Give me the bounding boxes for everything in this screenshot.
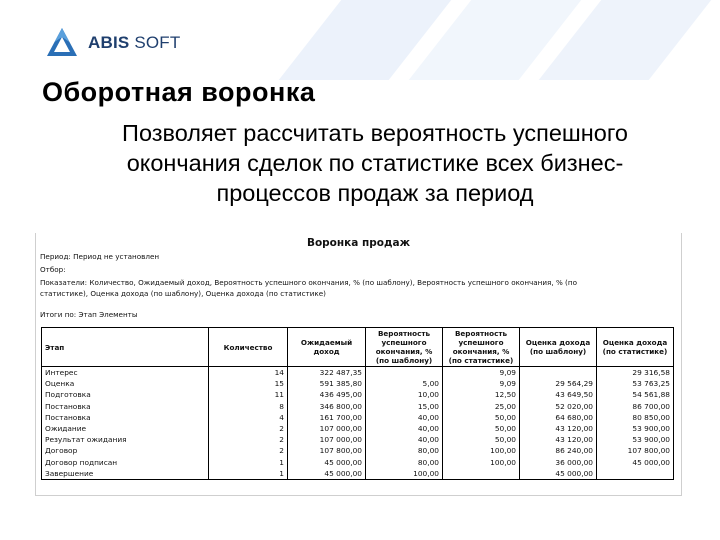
value-cell: 9,09 xyxy=(443,367,520,379)
value-cell: 80,00 xyxy=(366,457,443,468)
value-cell: 5,00 xyxy=(366,378,443,389)
report-meta-line: Период: Период не установлен xyxy=(40,252,160,261)
slide-title: Оборотная воронка xyxy=(42,77,316,107)
table-row xyxy=(42,412,674,423)
value-cell: 45 000,00 xyxy=(597,457,674,468)
value-cell: 86 240,00 xyxy=(520,445,597,456)
report-meta-line: Показатели: Количество, Ожидаемый доход, Вероятность успешного окончания, % (по шаблону), Вероятность успешного окончания, % (по xyxy=(40,278,577,287)
value-cell: 4 xyxy=(209,412,288,423)
table-body xyxy=(42,367,674,480)
logo-triangle-icon xyxy=(44,25,80,61)
value-cell: 12,50 xyxy=(443,389,520,400)
value-cell: 64 680,00 xyxy=(520,412,597,423)
value-cell: 161 700,00 xyxy=(288,412,366,423)
value-cell: 25,00 xyxy=(443,401,520,412)
value-cell xyxy=(366,367,443,379)
column-header: Этап xyxy=(42,328,209,367)
table-row xyxy=(42,434,674,445)
subtitle-line: Позволяет рассчитать вероятность успешного xyxy=(122,120,628,146)
value-cell: 50,00 xyxy=(443,434,520,445)
logo-wordmark: ABIS SOFT xyxy=(88,33,181,52)
value-cell: 52 020,00 xyxy=(520,401,597,412)
value-cell: 107 000,00 xyxy=(288,434,366,445)
subtitle-line: окончания сделок по статистике всех бизнес- xyxy=(126,150,624,176)
value-cell: 43 649,50 xyxy=(520,389,597,400)
value-cell: 29 316,58 xyxy=(597,367,674,379)
column-header: Оценка дохода (по шаблону) xyxy=(520,328,597,367)
column-header: Ожидаемый доход xyxy=(288,328,366,367)
value-cell: 15 xyxy=(209,378,288,389)
slide-subtitle xyxy=(60,118,690,208)
column-header: Количество xyxy=(209,328,288,367)
value-cell: 322 487,35 xyxy=(288,367,366,379)
value-cell: 80,00 xyxy=(366,445,443,456)
value-cell: 436 495,00 xyxy=(288,389,366,400)
value-cell: 107 800,00 xyxy=(288,445,366,456)
value-cell: 29 564,29 xyxy=(520,378,597,389)
value-cell: 100,00 xyxy=(443,457,520,468)
value-cell: 53 763,25 xyxy=(597,378,674,389)
value-cell: 45 000,00 xyxy=(288,457,366,468)
table-row xyxy=(42,457,674,468)
value-cell xyxy=(597,468,674,480)
table-row xyxy=(42,445,674,456)
value-cell: 50,00 xyxy=(443,423,520,434)
column-header: Вероятность успешного окончания, % (по шаблону) xyxy=(366,328,443,367)
report-meta-line: Отбор: xyxy=(40,265,66,274)
table-row xyxy=(42,468,674,480)
value-cell: 40,00 xyxy=(366,423,443,434)
value-cell: 11 xyxy=(209,389,288,400)
stage-cell: Результат ожидания xyxy=(42,434,209,445)
report-meta-line: Итоги по: Этап Элементы xyxy=(40,310,138,319)
value-cell: 54 561,88 xyxy=(597,389,674,400)
table-row xyxy=(42,378,674,389)
report-meta-line: статистике), Оценка дохода (по шаблону), Оценка дохода (по статистике) xyxy=(40,289,326,298)
value-cell: 53 900,00 xyxy=(597,423,674,434)
value-cell: 40,00 xyxy=(366,412,443,423)
stage-cell: Оценка xyxy=(42,378,209,389)
value-cell: 53 900,00 xyxy=(597,434,674,445)
value-cell: 107 800,00 xyxy=(597,445,674,456)
value-cell: 86 700,00 xyxy=(597,401,674,412)
stage-cell: Завершение xyxy=(42,468,209,480)
value-cell xyxy=(520,367,597,379)
stage-cell: Подготовка xyxy=(42,389,209,400)
value-cell: 36 000,00 xyxy=(520,457,597,468)
column-header: Вероятность успешного окончания, % (по статистике) xyxy=(443,328,520,367)
stage-cell: Постановка xyxy=(42,412,209,423)
value-cell: 2 xyxy=(209,445,288,456)
sales-funnel-report xyxy=(35,233,682,496)
table-row xyxy=(42,401,674,412)
table-row xyxy=(42,423,674,434)
value-cell: 107 000,00 xyxy=(288,423,366,434)
value-cell: 100,00 xyxy=(366,468,443,480)
value-cell: 40,00 xyxy=(366,434,443,445)
funnel-table xyxy=(41,327,674,480)
stage-cell: Ожидание xyxy=(42,423,209,434)
value-cell: 14 xyxy=(209,367,288,379)
table-header-row xyxy=(42,328,674,367)
subtitle-line: процессов продаж за период xyxy=(216,180,534,206)
value-cell: 9,09 xyxy=(443,378,520,389)
value-cell: 43 120,00 xyxy=(520,434,597,445)
value-cell: 45 000,00 xyxy=(288,468,366,480)
stage-cell: Договор подписан xyxy=(42,457,209,468)
value-cell: 8 xyxy=(209,401,288,412)
value-cell: 2 xyxy=(209,434,288,445)
value-cell: 100,00 xyxy=(443,445,520,456)
value-cell xyxy=(443,468,520,480)
company-logo xyxy=(44,25,180,61)
table-row xyxy=(42,367,674,379)
value-cell: 50,00 xyxy=(443,412,520,423)
value-cell: 15,00 xyxy=(366,401,443,412)
value-cell: 1 xyxy=(209,457,288,468)
value-cell: 346 800,00 xyxy=(288,401,366,412)
value-cell: 43 120,00 xyxy=(520,423,597,434)
value-cell: 45 000,00 xyxy=(520,468,597,480)
value-cell: 80 850,00 xyxy=(597,412,674,423)
stage-cell: Интерес xyxy=(42,367,209,379)
value-cell: 10,00 xyxy=(366,389,443,400)
report-title: Воронка продаж xyxy=(306,237,411,249)
table-row xyxy=(42,389,674,400)
column-header: Оценка дохода (по статистике) xyxy=(597,328,674,367)
value-cell: 2 xyxy=(209,423,288,434)
value-cell: 1 xyxy=(209,468,288,480)
stage-cell: Постановка xyxy=(42,401,209,412)
stage-cell: Договор xyxy=(42,445,209,456)
value-cell: 591 385,80 xyxy=(288,378,366,389)
